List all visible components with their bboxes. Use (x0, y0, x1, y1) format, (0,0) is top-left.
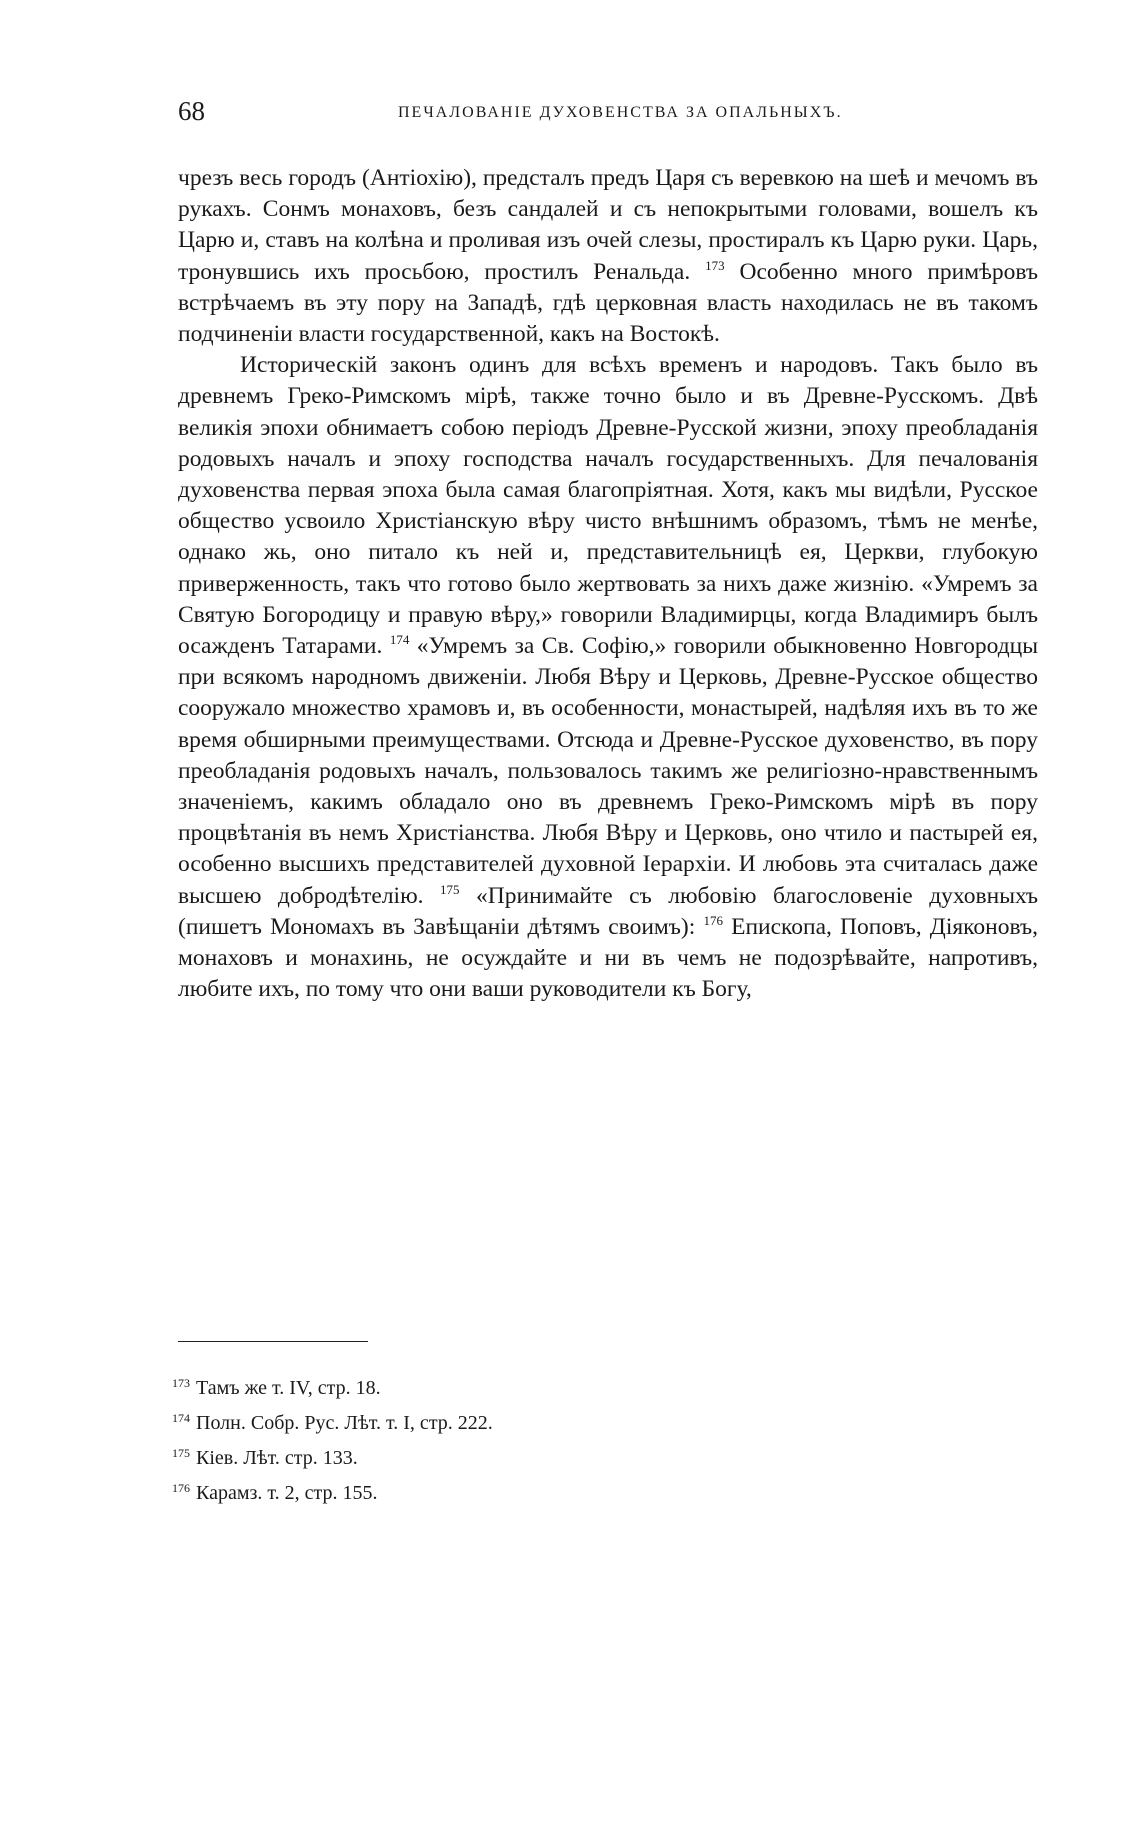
footnote-176 (172, 1473, 872, 1508)
footnote-text: Полн. Собр. Рус. Лѣт. т. I, стр. 222. (196, 1412, 493, 1434)
running-title: ПЕЧАЛОВАНІЕ ДУХОВЕНСТВА ЗА ОПАЛЬНЫХЪ. (398, 104, 843, 121)
footnote-mark: 175 (172, 1446, 190, 1460)
footnote-ref-173[interactable]: 173 (705, 257, 725, 273)
paragraph-1-text-a: чрезъ весь городъ (Антіохію), предсталъ предъ Царя съ веревкою на шеѣ и мечомъ въ рукахъ. Сонмъ монаховъ, безъ сандалей и съ непокрытыми головами, вошелъ къ Царю и, ставъ на колѣна и проливая изъ очей слезы, простиралъ къ Царю руки. Царь, тронувшись ихъ просьбою, простилъ Ренальда. (178, 165, 1038, 285)
footnote-ref-175[interactable]: 175 (440, 881, 460, 897)
footnote-174 (172, 1403, 872, 1438)
page-header (178, 96, 1036, 128)
paragraph-2-text-c: «Принимайте съ любовію благословеніе духовныхъ (пишетъ Мономахъ въ Завѣщаніи дѣтямъ своимъ): (178, 882, 1038, 940)
paragraph-1 (178, 163, 1038, 350)
paragraph-1-text-b: Особенно много примѣровъ встрѣчаемъ въ эту пору на Западѣ, гдѣ церковная власть находилась не въ такомъ подчиненіи власти государственной, какъ на Востокѣ. (178, 258, 1039, 348)
footnote-mark: 174 (172, 1411, 190, 1425)
paragraph-2-text-a: Историческій законъ одинъ для всѣхъ временъ и народовъ. Такъ было въ древнемъ Греко-Римскомъ мірѣ, также точно было и въ Древне-Русскомъ. Двѣ великія эпохи обнимаетъ собою періодъ Древне-Русской жизни, эпоху преобладанія родовыхъ началъ и эпоху господства началъ государственныхъ. Для печалованія духовенства первая эпоха была самая благопріятная. Хотя, какъ мы видѣли, Русское общество усвоило Христіанскую вѣру чисто внѣшнимъ образомъ, тѣмъ не менѣе, однако жь, оно питало къ ней и, представительницѣ ея, Церкви, глубокую приверженность, такъ что готово было жертвовать за нихъ даже жизнію. «Умремъ за Святую Богородицу и правую вѣру,» говорили Владимирцы, когда Владимиръ былъ осажденъ Татарами. (178, 352, 1038, 660)
footnote-text: Тамъ же т. IV, стр. 18. (196, 1377, 381, 1399)
footnotes (172, 1368, 872, 1508)
paragraph-2 (178, 350, 1038, 1005)
main-text (178, 163, 1038, 1005)
page-number: 68 (178, 96, 205, 126)
paragraph-2-text-b: «Умремъ за Св. Софію,» говорили обыкновенно Новгородцы при всякомъ народномъ движеніи. Любя Вѣру и Церковь, Древне-Русское общество сооружало множество храмовъ и, въ особенности, монастырей, надѣляя ихъ въ то же время обширными преимуществами. Отсюда и Древне-Русское духовенство, въ пору преобладанія родовыхъ началъ, пользовалось такимъ же религіозно-нравственнымъ значеніемъ, какимъ обладало оно въ древнемъ Греко-Римскомъ мірѣ въ пору процвѣтанія въ немъ Христіанства. Любя Вѣру и Церковь, оно чтило и пастырей ея, особенно высшихъ представителей духовной Іерархіи. И любовь эта считалась даже высшею добродѣтелію. (178, 633, 1039, 909)
footnote-separator (178, 1341, 368, 1342)
footnote-mark: 173 (172, 1376, 190, 1390)
footnote-text: Кіев. Лѣт. стр. 133. (196, 1447, 358, 1469)
footnote-ref-176[interactable]: 176 (703, 912, 723, 928)
footnote-text: Карамз. т. 2, стр. 155. (196, 1482, 378, 1504)
footnote-173 (172, 1368, 872, 1403)
paragraph-2-text-d: Епископа, Поповъ, Діяконовъ, монаховъ и монахинь, не осуждайте и ни въ чемъ не подозрѣвайте, напротивъ, любите ихъ, по тому что они ваши руководители къ Богу, (178, 913, 1038, 1003)
footnote-mark: 176 (172, 1481, 190, 1495)
footnote-175 (172, 1438, 872, 1473)
footnote-ref-174[interactable]: 174 (389, 632, 410, 648)
